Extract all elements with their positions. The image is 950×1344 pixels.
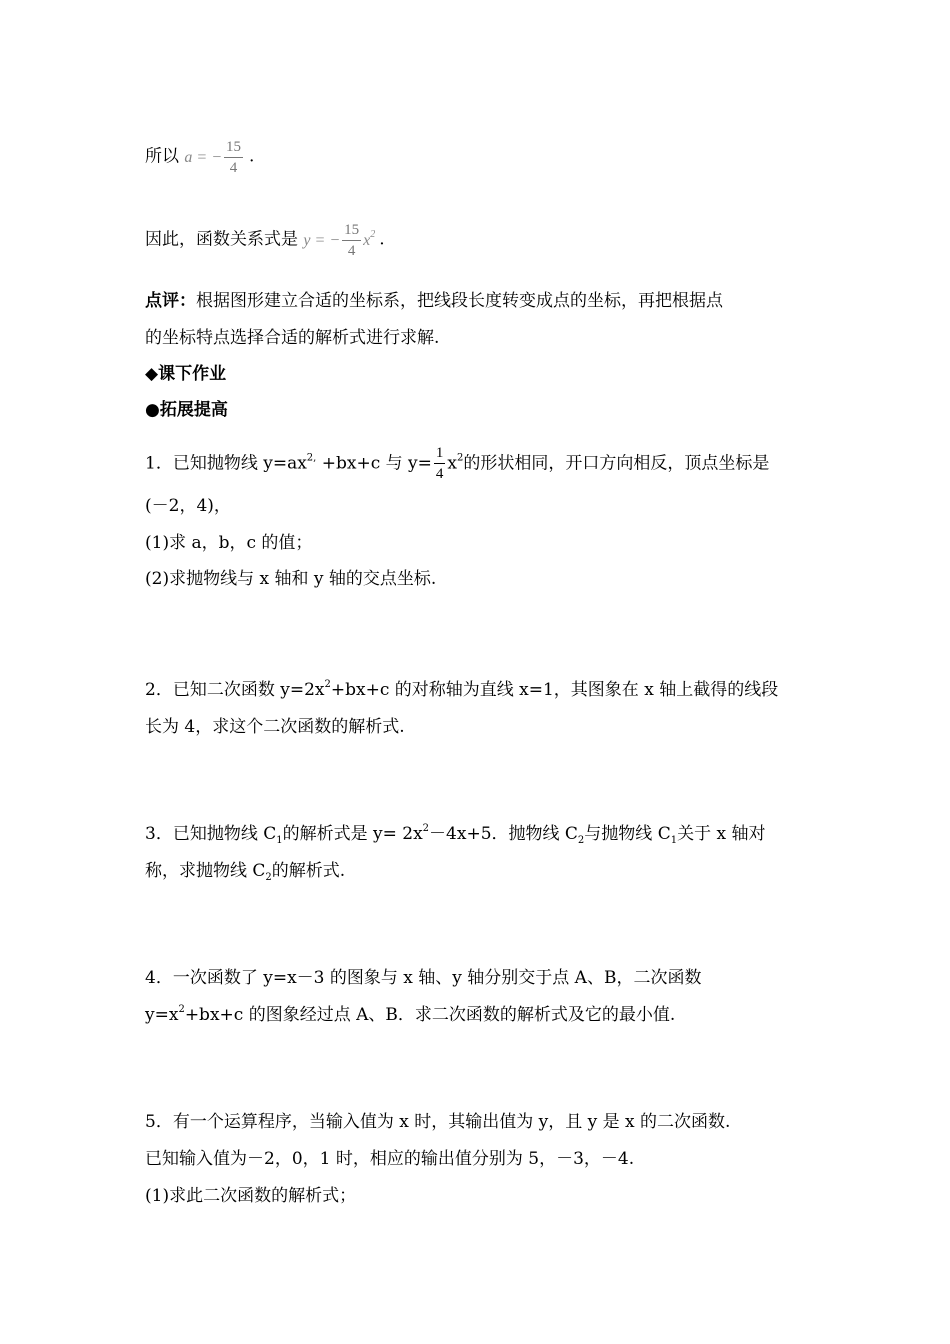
function-expression-line: 因此，函数关系式是 y = − $\frac{15}{4}$ $x^2$ .: [145, 222, 385, 259]
question-1-line-2: (－2，4)，: [145, 496, 231, 516]
question-5-line-2: 已知输入值为－2，0，1 时，相应的输出值分别为 5，－3，－4.: [145, 1149, 635, 1169]
question-1-line-1: 1．已知抛物线 $y=ax^{2,} +bx+c$ 与 y= $\frac{1}{4}$ $x^2$的形状相同，开口方向相反，顶点坐标是: [145, 445, 770, 482]
question-5-line-1: 5．有一个运算程序，当输入值为 x 时，其输出值为 y，且 y 是 x 的二次函数.: [145, 1112, 731, 1132]
question-5-part-1: (1)求此二次函数的解析式；: [145, 1186, 357, 1206]
comment-line-2: 的坐标特点选择合适的解析式进行求解.: [145, 328, 440, 348]
question-4-line-1: 4．一次函数了 y=x－3 的图象与 x 轴、y 轴分别交于点 A、B，二次函数: [145, 968, 702, 988]
question-3-line-2: 称，求抛物线 $C_2$的解析式.: [145, 861, 346, 883]
question-3-line-1: 3．已知抛物线 $C_1$的解析式是 $y= 2x^2-4x+5$．抛物线 $C_2$与抛物线 $C_1$关于 x 轴对: [145, 823, 766, 846]
question-2-line-1: 2．已知二次函数 $y=2x^2+bx+c$ 的对称轴为直线 x=1，其图象在 x 轴上截得的线段: [145, 679, 779, 700]
question-1-part-2: (2)求抛物线与 x 轴和 y 轴的交点坐标.: [145, 569, 437, 589]
fraction-1-4: $\frac{1}{4}$: [435, 445, 444, 482]
formula-y: y = − $\frac{15}{4}$ $x^2$: [303, 222, 376, 259]
question-2-line-2: 长为 4，求这个二次函数的解析式.: [145, 717, 405, 737]
section-heading-homework: ◆课下作业: [145, 364, 227, 384]
fraction-15-4: $\frac{15}{4}$: [226, 139, 241, 176]
formula-a: a = − $\frac{15}{4}$: [184, 139, 241, 176]
result-a-line: 所以 a = − $\frac{15}{4}$ .: [145, 139, 255, 176]
question-4-line-2: $y=x^2+bx+c$ 的图象经过点 A、B．求二次函数的解析式及它的最小值.: [145, 1004, 676, 1025]
question-1-part-1: (1)求 a，b，c 的值；: [145, 533, 313, 553]
comment-label: 点评：: [145, 291, 196, 311]
fraction-15-4: $\frac{15}{4}$: [344, 222, 360, 259]
section-heading-extension: ●拓展提高: [145, 400, 228, 420]
comment-line-1: 点评：根据图形建立合适的坐标系，把线段长度转变成点的坐标，再把根据点: [145, 291, 723, 311]
